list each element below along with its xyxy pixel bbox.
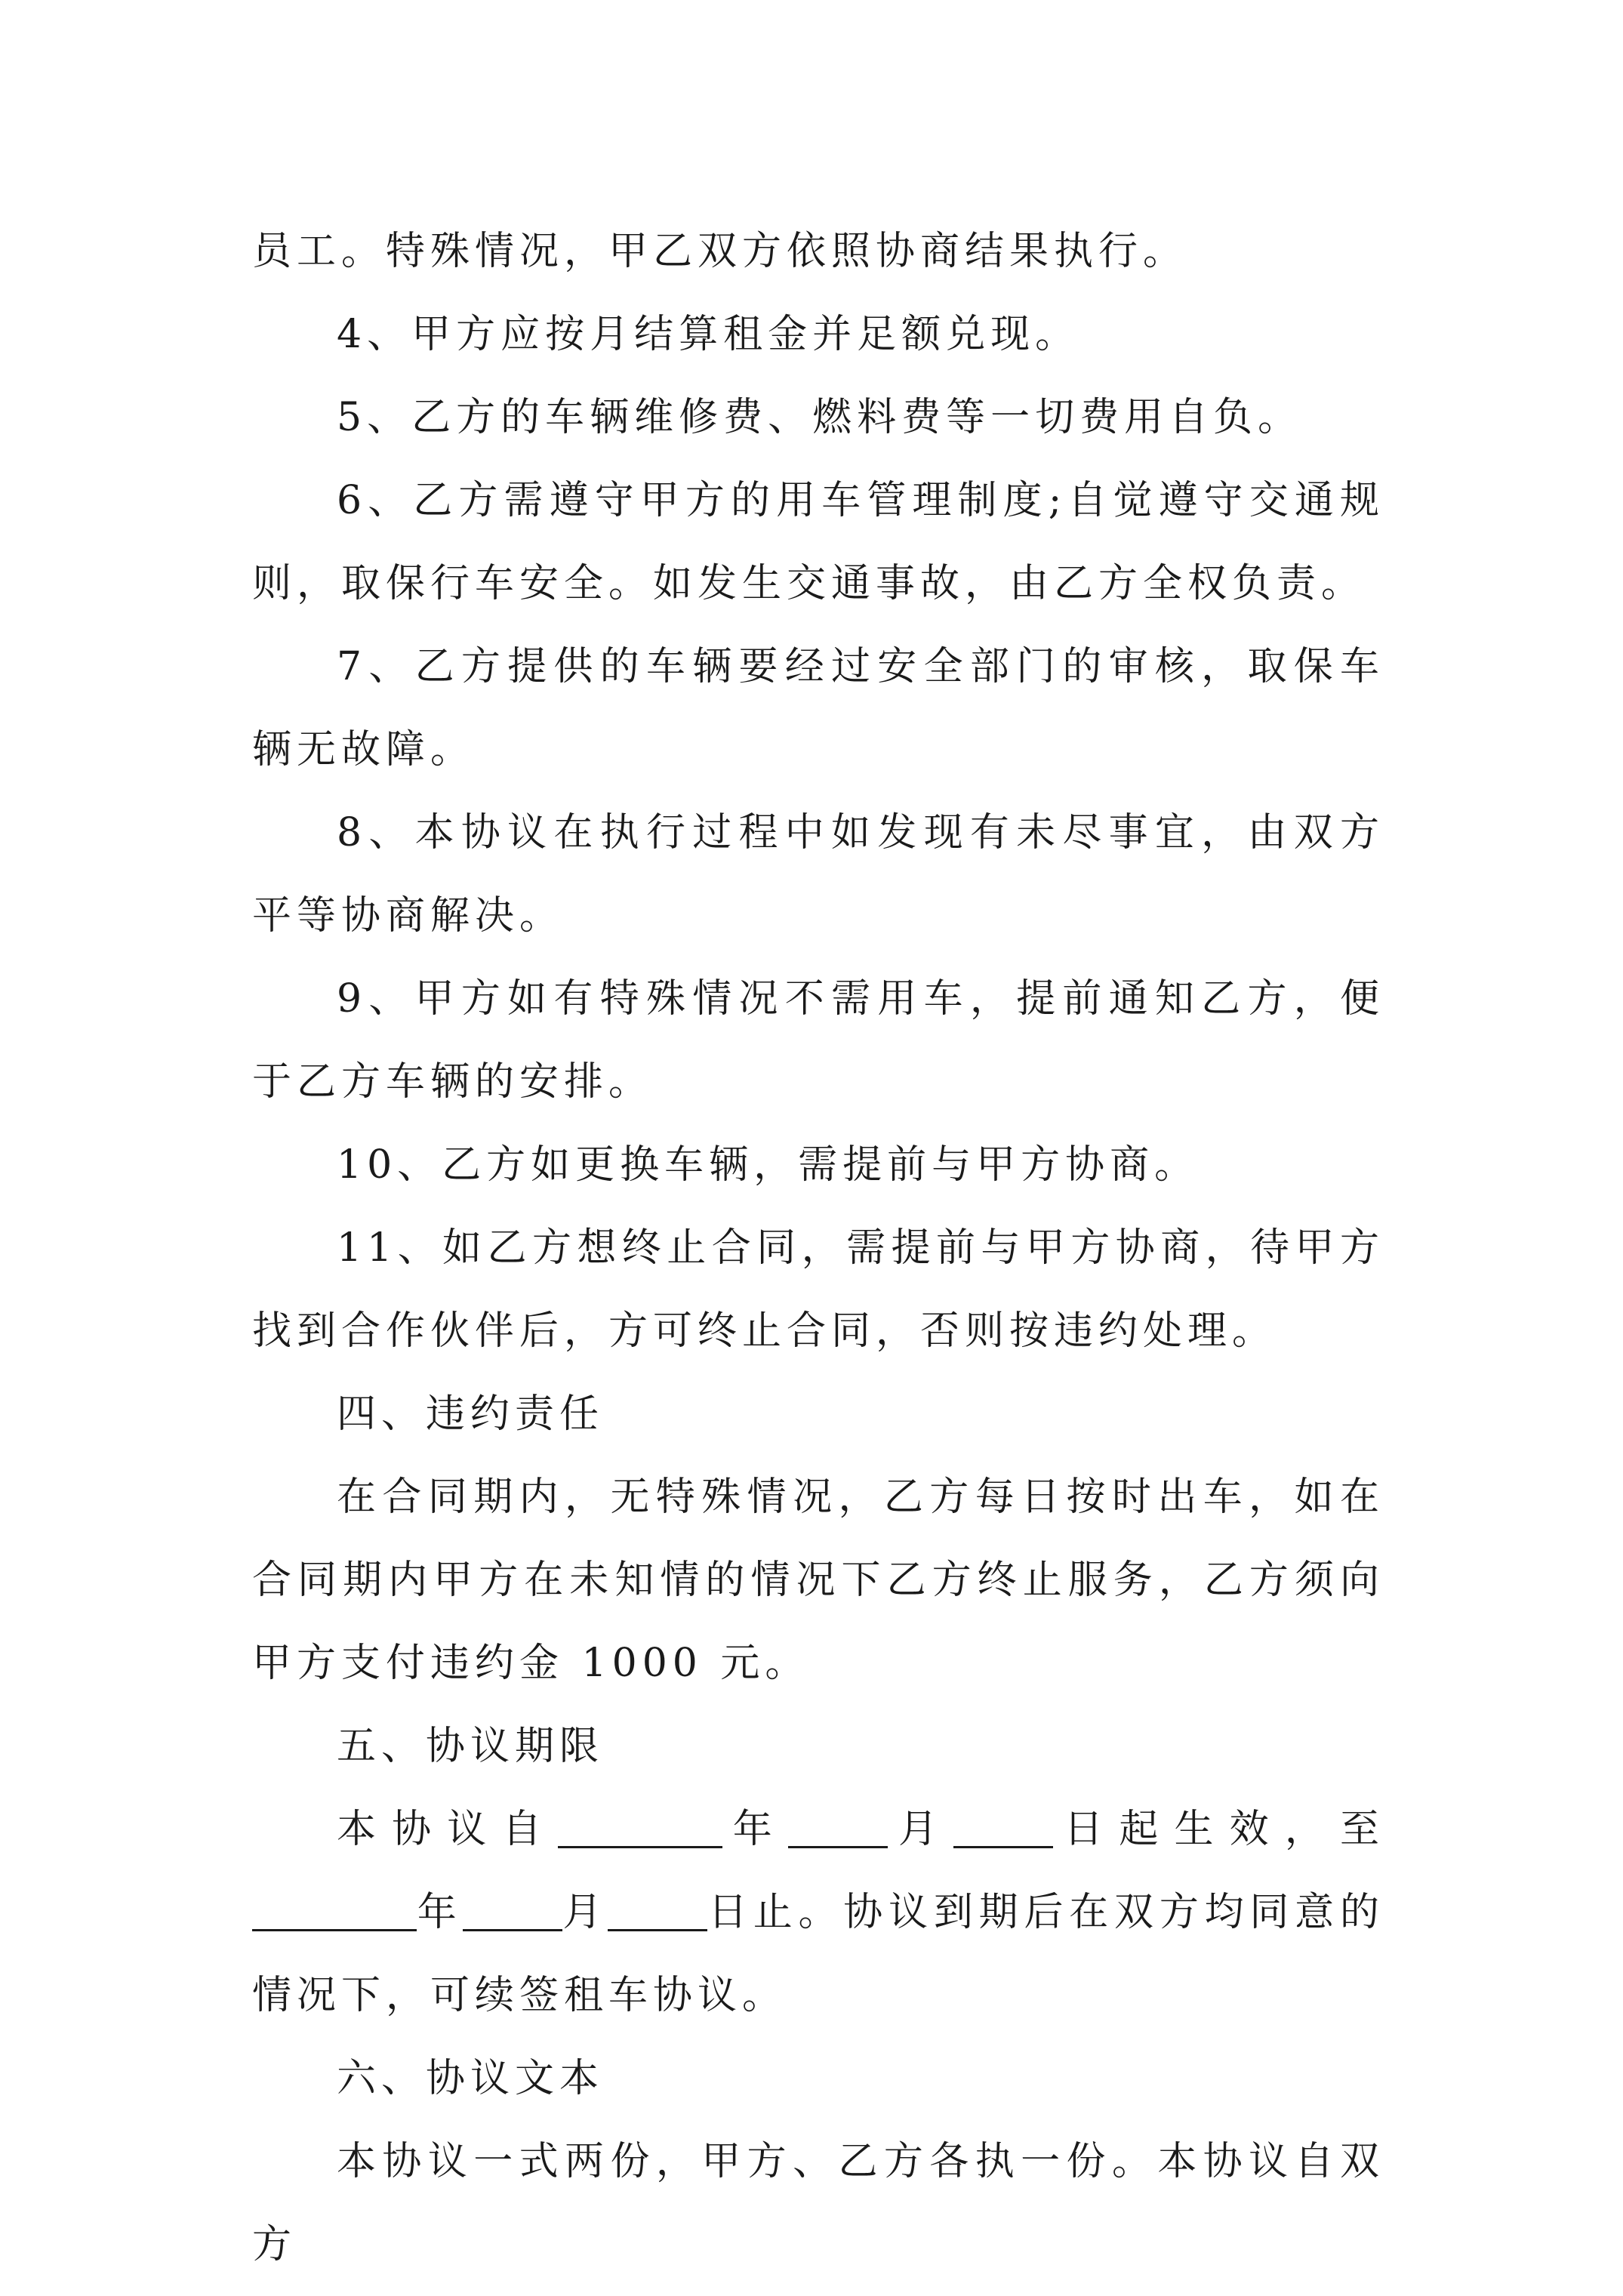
clause-10: 10、乙方如更换车辆，需提前与甲方协商。 [337,1142,1200,1188]
copies-paragraph: 本协议一式两份，甲方、乙方各执一份。本协议自双方 [252,2139,1384,2267]
clause-11: 11、如乙方想终止合同，需提前与甲方协商，待甲方找到合作伙伴后，方可终止合同，否则按违约处理。 [252,1225,1384,1354]
section-heading-term: 五、协议期限 [337,1724,605,1769]
clause-9: 9、甲方如有特殊情况不需用车，提前通知乙方，便于乙方车辆的安排。 [252,976,1384,1105]
clause-6: 6、乙方需遵守甲方的用车管理制度;自觉遵守交通规则，取保行车安全。如发生交通事故，由乙方全权负责。 [252,478,1384,606]
blank-end-day [608,1890,707,1931]
term-text-month1: 月 [887,1807,954,1852]
paragraph-continuation: 员工。特殊情况，甲乙双方依照协商结果执行。 [252,229,1188,274]
blank-start-year [558,1807,722,1848]
clause-5: 5、乙方的车辆维修费、燃料费等一切费用自负。 [337,395,1303,440]
document-body [252,210,1384,2286]
clause-4: 4、甲方应按月结算租金并足额兑现。 [337,312,1080,357]
blank-start-day [953,1807,1053,1848]
section-heading-text: 六、协议文本 [337,2056,605,2101]
term-text-start: 本协议自 [337,1807,558,1852]
section-heading-breach: 四、违约责任 [337,1391,605,1437]
blank-end-year [252,1890,417,1931]
term-text-month2: 月 [562,1890,608,1935]
term-text-end: 日止。协议到期后在双方均同意的情况下，可续签租车协议。 [252,1890,1384,2018]
term-text-year1: 年 [722,1807,788,1852]
blank-start-month [788,1807,888,1848]
breach-paragraph: 在合同期内，无特殊情况，乙方每日按时出车，如在合同期内甲方在未知情的情况下乙方终止服务，乙方须向甲方支付违约金 1000 元。 [252,1475,1384,1686]
clause-7: 7、乙方提供的车辆要经过安全部门的审核，取保车辆无故障。 [252,644,1384,772]
term-paragraph [252,1788,1384,2037]
term-text-year2: 年 [417,1890,463,1935]
blank-end-month [463,1890,562,1931]
clause-8: 8、本协议在执行过程中如发现有未尽事宜，由双方平等协商解决。 [252,810,1384,938]
term-text-effective: 日起生效，至 [1053,1807,1384,1852]
